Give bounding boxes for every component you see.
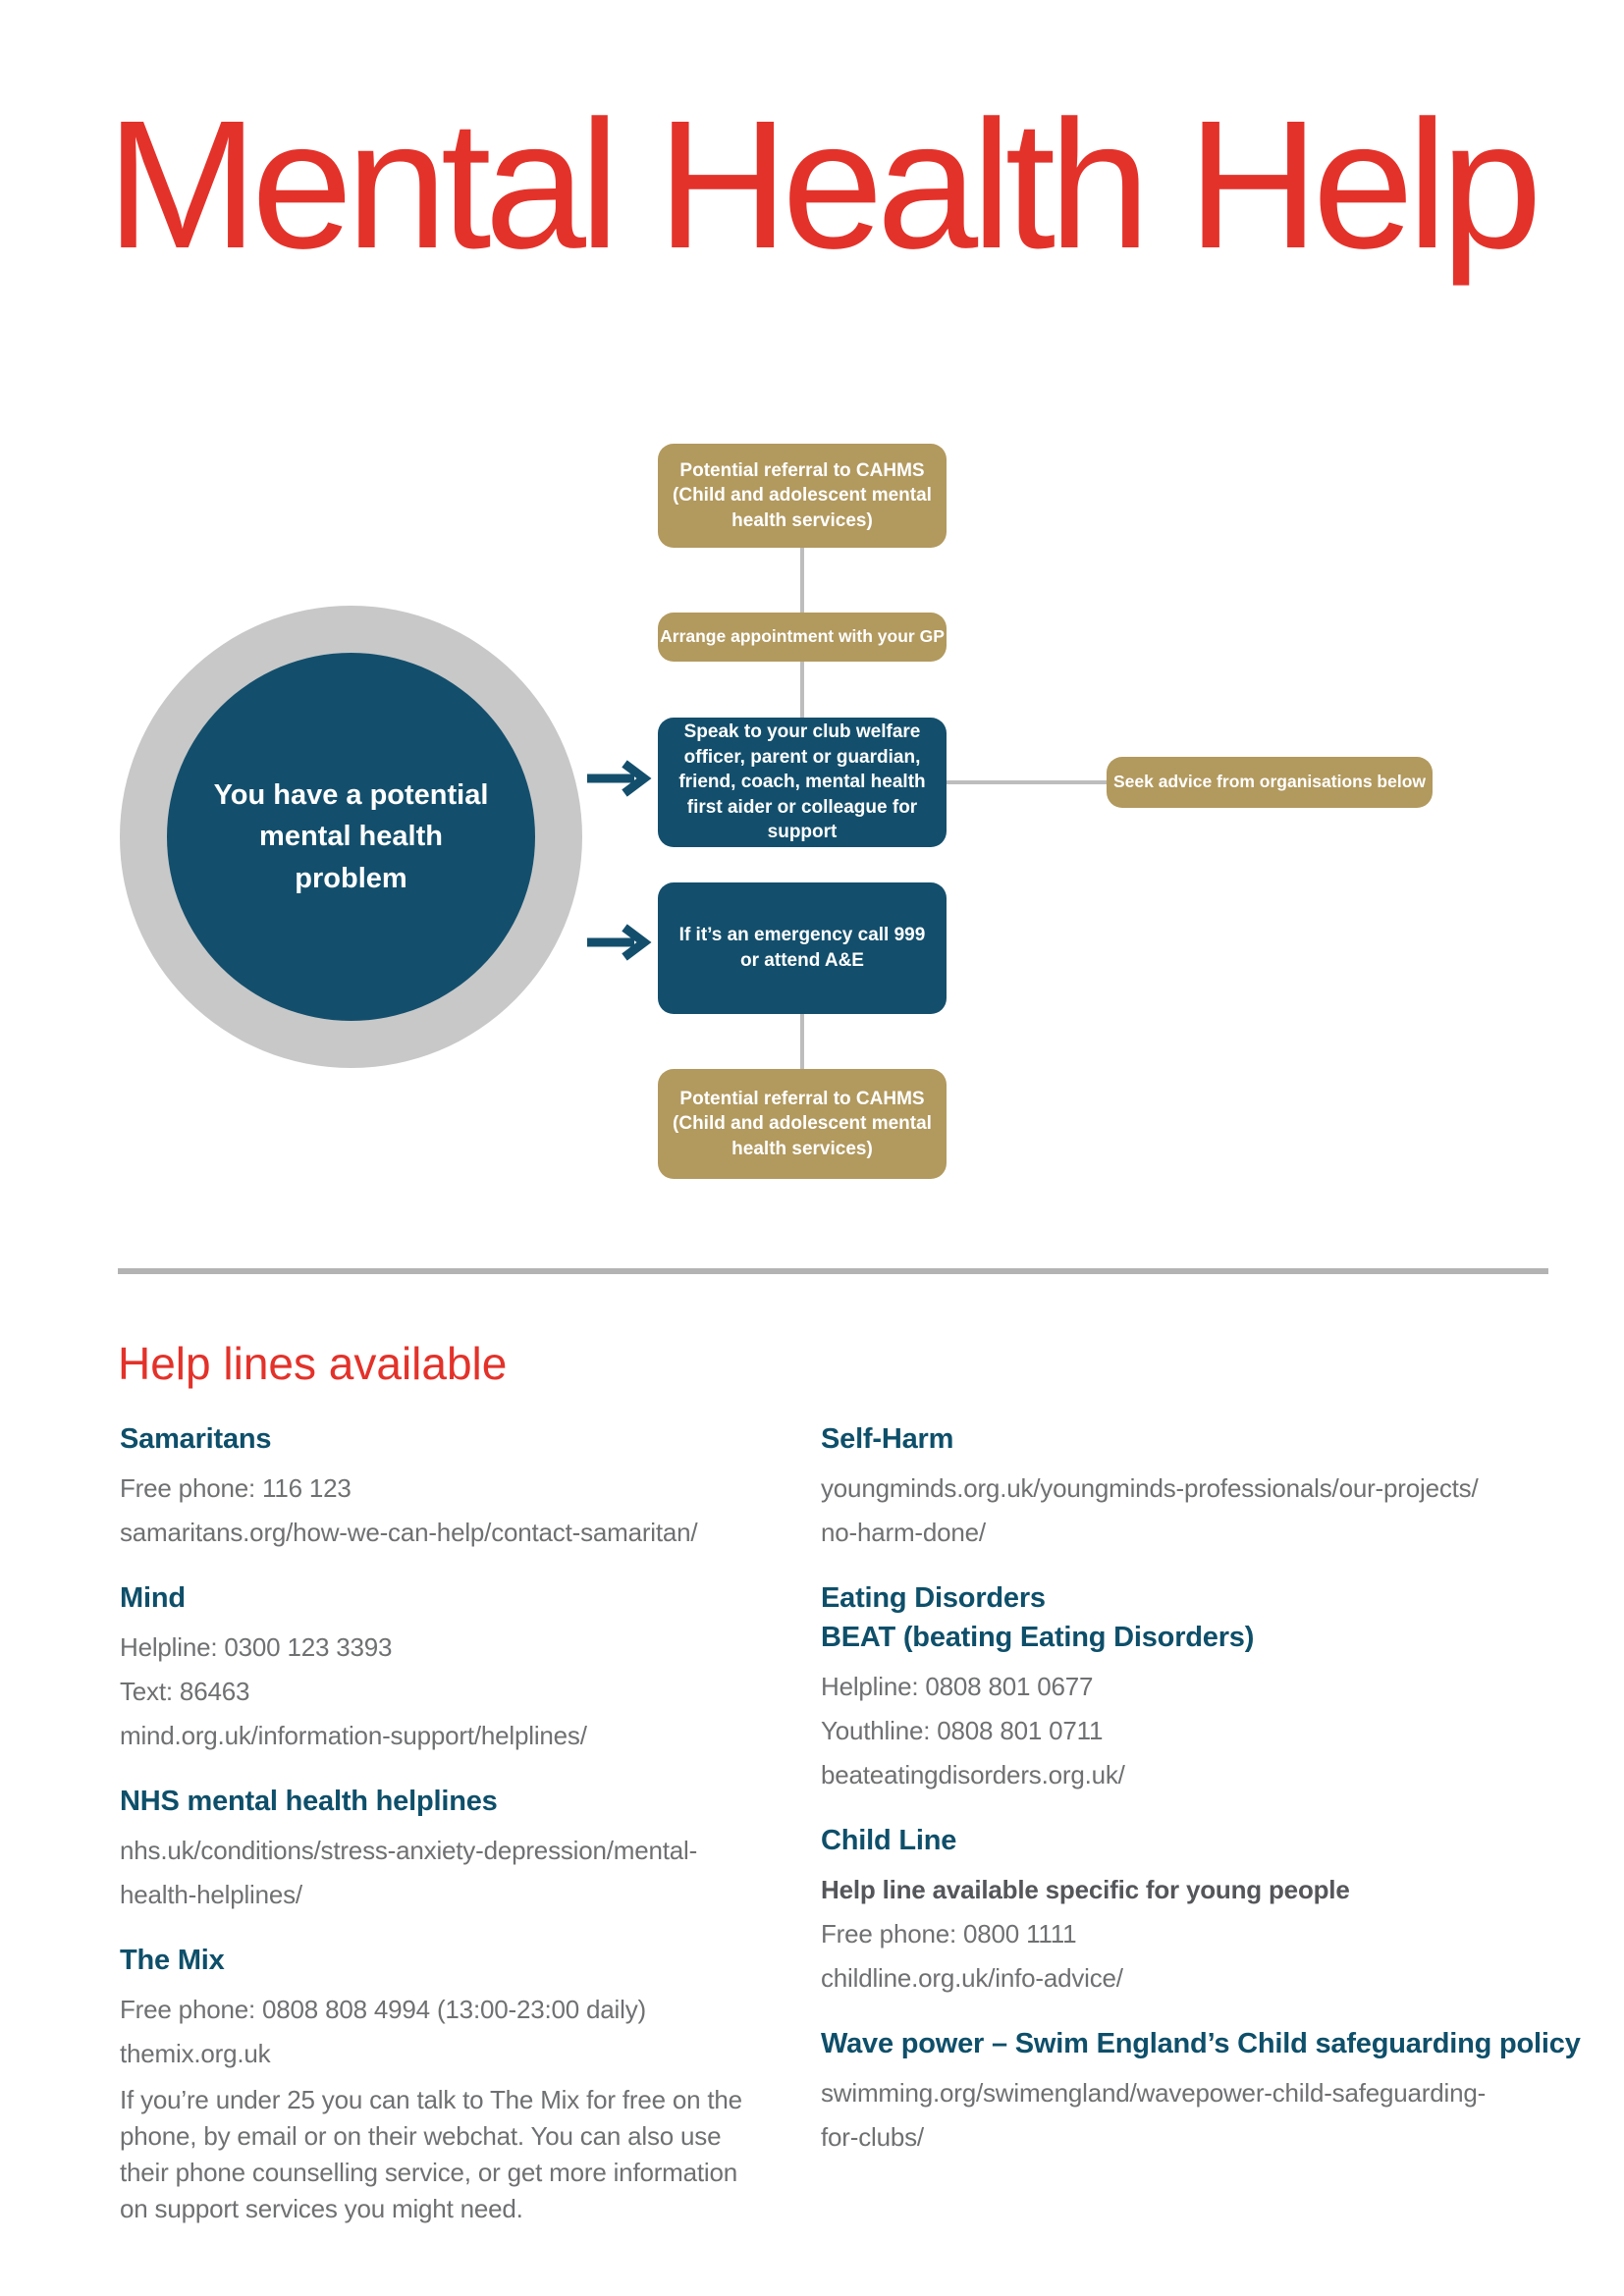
url-line-continued: health-helplines/: [120, 1880, 302, 1909]
section-title: Samaritans: [120, 1423, 272, 1455]
helplines-right-column: [821, 1419, 1581, 2183]
box-speak-support-label: Speak to your club welfare officer, parent or guardian, friend, coach, mental health first aider or colleague for support: [678, 721, 926, 843]
helpline-section-samaritans: [120, 1419, 758, 1547]
box-cahms-referral-top: [658, 444, 947, 548]
box-arrange-gp: [658, 613, 947, 662]
page-title: Mental Health Help: [106, 83, 1536, 287]
connector-cahms-top-to-gp: [800, 546, 804, 614]
url-line: beateatingdisorders.org.uk/: [821, 1760, 1125, 1789]
helpline-section-self-harm: [821, 1419, 1547, 1547]
section-title: Wave power – Swim England’s Child safeguarding policy: [821, 2028, 1581, 2059]
box-speak-support: [658, 718, 947, 847]
url-line: mind.org.uk/information-support/helplines/: [120, 1721, 587, 1750]
box-emergency: [658, 882, 947, 1014]
connector-gp-to-speak: [800, 660, 804, 720]
text-line: Text: 86463: [120, 1677, 250, 1706]
helpline-section-mind: [120, 1578, 758, 1750]
box-cahms-referral-bottom-label: Potential referral to CAHMS (Child and adolescent mental health services): [673, 1088, 932, 1159]
description-paragraph: If you’re under 25 you can talk to The Mix for free on the phone, by email or on their webchat. You can also use their phone counselling service, or get more information on support services you might need.: [120, 2085, 742, 2223]
url-line-continued: for-clubs/: [821, 2122, 924, 2152]
section-title: Mind: [120, 1582, 186, 1614]
box-cahms-referral-bottom: [658, 1069, 947, 1179]
section-title: NHS mental health helplines: [120, 1786, 498, 1817]
section-title: Child Line: [821, 1825, 957, 1856]
helplines-left-column: [120, 1419, 758, 2259]
url-line-continued: no-harm-done/: [821, 1518, 986, 1547]
phone-line: Free phone: 0800 1111: [821, 1919, 1077, 1949]
box-seek-advice-label: Seek advice from organisations below: [1112, 772, 1427, 792]
phone-line: Helpline: 0808 801 0677: [821, 1672, 1094, 1701]
section-subtitle: Help line available specific for young people: [821, 1875, 1350, 1904]
helpline-section-eating-disorders: [821, 1578, 1547, 1789]
url-line: youngminds.org.uk/youngminds-professionals/our-projects/: [821, 1473, 1479, 1503]
box-seek-advice: [1107, 757, 1433, 808]
url-line: swimming.org/swimengland/wavepower-child-safeguarding-: [821, 2078, 1487, 2108]
phone-line: Helpline: 0300 123 3393: [120, 1632, 393, 1662]
problem-circle-label: You have a potential mental health problem: [213, 779, 489, 894]
helpline-section-the-mix: [120, 1941, 758, 2227]
phone-line: Youthline: 0808 801 0711: [821, 1716, 1104, 1745]
problem-circle: [120, 606, 582, 1068]
phone-line: Free phone: 0808 808 4994 (13:00-23:00 daily): [120, 1995, 646, 2024]
connector-emergency-to-cahms-bottom: [800, 1012, 804, 1071]
helpline-section-child-line: [821, 1821, 1547, 1993]
helpline-section-wavepower: [821, 2024, 1581, 2152]
url-line: themix.org.uk: [120, 2039, 271, 2068]
box-cahms-referral-top-label: Potential referral to CAHMS (Child and adolescent mental health services): [673, 459, 932, 531]
problem-circle-inner: [167, 653, 535, 1021]
section-title: The Mix: [120, 1945, 225, 1976]
helplines-heading: Help lines available: [118, 1338, 508, 1389]
connector-speak-to-seek: [945, 780, 1109, 784]
section-divider: [118, 1268, 1548, 1274]
url-line: childline.org.uk/info-advice/: [821, 1963, 1123, 1993]
url-line: nhs.uk/conditions/stress-anxiety-depression/mental-: [120, 1836, 698, 1865]
url-line: samaritans.org/how-we-can-help/contact-samaritan/: [120, 1518, 698, 1547]
phone-line: Free phone: 116 123: [120, 1473, 352, 1503]
arrow-right-icon: [585, 759, 652, 798]
helpline-section-nhs: [120, 1782, 758, 1909]
section-title: Eating Disorders: [821, 1582, 1046, 1614]
arrow-right-icon: [585, 923, 652, 962]
section-title: Self-Harm: [821, 1423, 954, 1455]
box-emergency-label: If it’s an emergency call 999 or attend A&E: [678, 925, 926, 971]
box-arrange-gp-label: Arrange appointment with your GP: [660, 626, 945, 647]
section-title-line2: BEAT (beating Eating Disorders): [821, 1622, 1255, 1653]
